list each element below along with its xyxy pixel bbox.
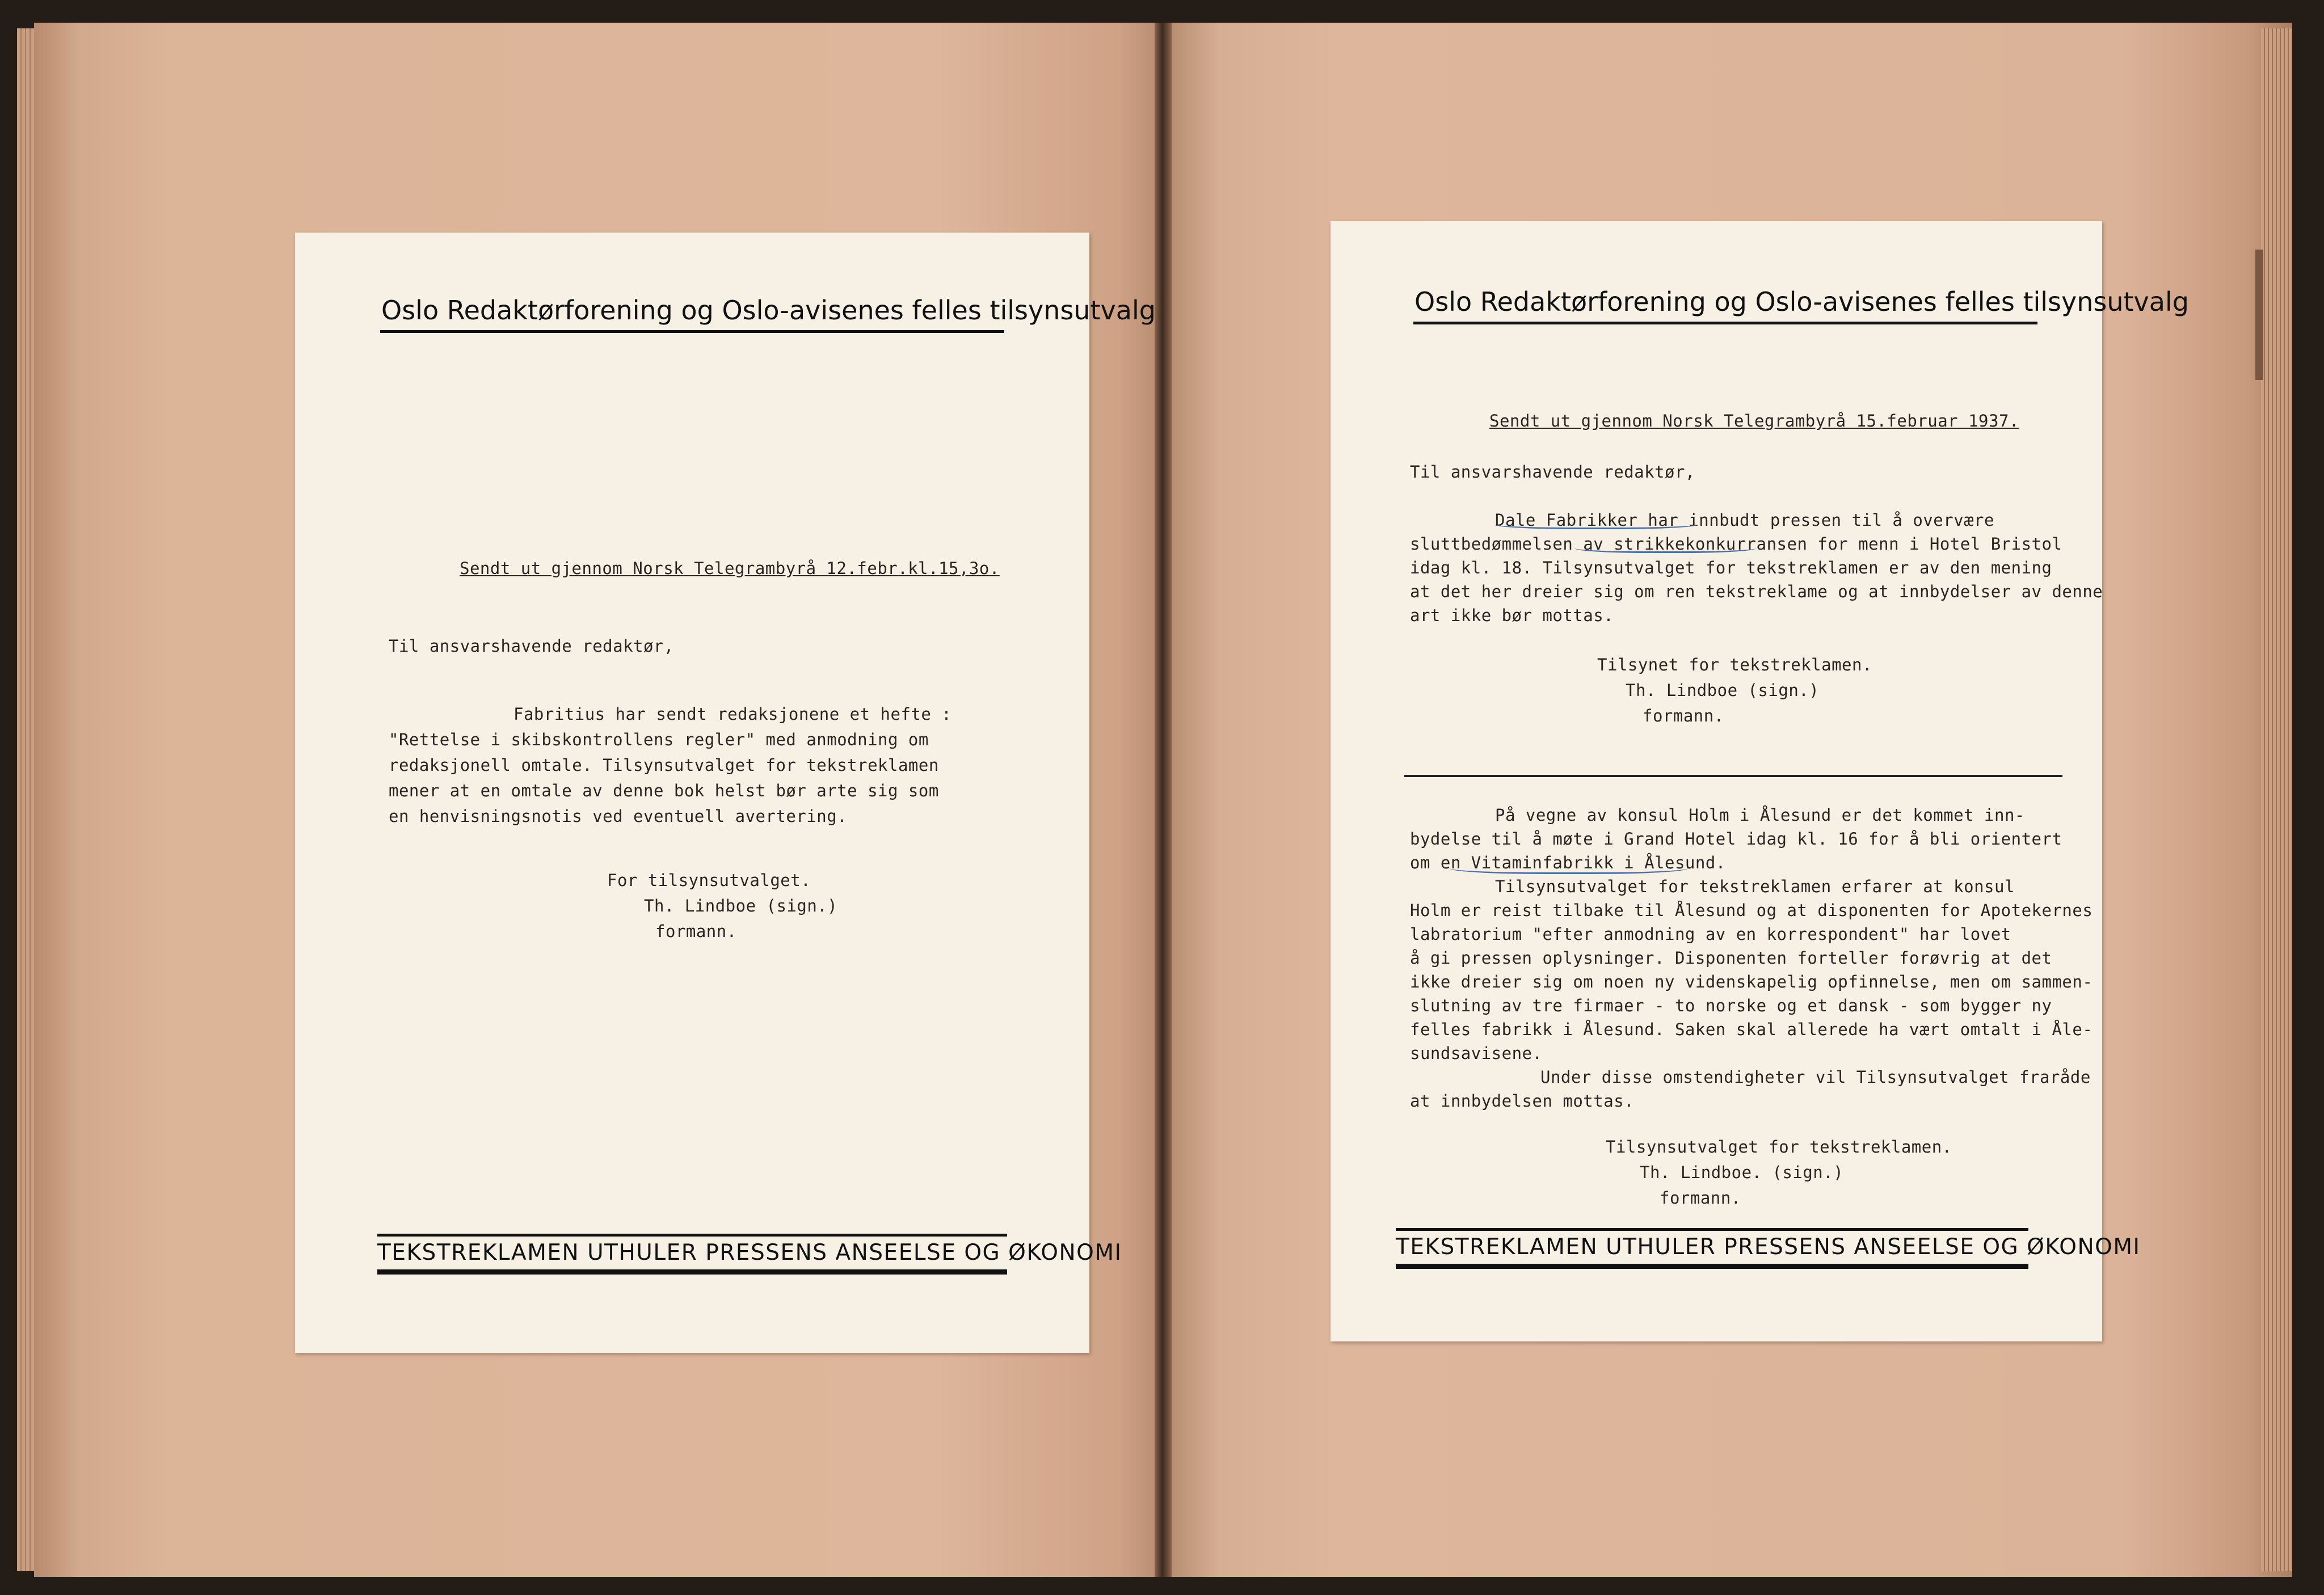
body-line: Tilsynsutvalget for tekstreklamen erfarer at konsul xyxy=(1495,877,2015,896)
body-line: felles fabrikk i Ålesund. Saken skal allerede ha vært omtalt i Åle- xyxy=(1410,1020,2093,1039)
body-line: "Rettelse i skibskontrollens regler" med anmodning om xyxy=(389,730,929,749)
body-line: Holm er reist tilbake til Ålesund og at disponenten for Apotekernes xyxy=(1410,901,2093,920)
body-line: På vegne av konsul Holm i Ålesund er det kommet inn- xyxy=(1495,805,2025,825)
body-line: Under disse omstendigheter vil Tilsynsutvalget fraråde xyxy=(1540,1067,2091,1087)
dispatch-line: Sendt ut gjennom Norsk Telegrambyrå 12.febr.kl.15,3o. xyxy=(460,559,1000,578)
body-line: labratorium "efter anmodning av en korrespondent" har lovet xyxy=(1410,925,2011,944)
signature-line: For tilsynsutvalget. xyxy=(607,871,811,890)
dispatch-line: Sendt ut gjennom Norsk Telegrambyrå 15.februar 1937. xyxy=(1489,411,2019,431)
slogan-banner xyxy=(377,1234,1122,1275)
body-line: Dale Fabrikker har innbudt pressen til å overvære xyxy=(1495,510,1995,530)
right-letter-sheet xyxy=(1331,221,2189,1341)
body-line: Fabritius har sendt redaksjonene et hefte : xyxy=(513,704,952,724)
pen-underline xyxy=(1450,860,1688,874)
salutation: Til ansvarshavende redaktør, xyxy=(389,636,674,656)
page-tab-mark xyxy=(2255,250,2263,380)
signature-name: Th. Lindboe. (sign.) xyxy=(1640,1163,1844,1182)
body-line: at det her dreier sig om ren tekstreklame og at innbydelser av denne xyxy=(1410,582,2103,601)
slogan-text: TEKSTREKLAMEN UTHULER PRESSENS ANSEELSE OG ØKONOMI xyxy=(1396,1234,2141,1260)
book-gutter xyxy=(1155,23,1172,1577)
body-line: bydelse til å møte i Grand Hotel idag kl. 16 for å bli orientert xyxy=(1410,829,2062,849)
signature-title: formann. xyxy=(655,922,737,941)
body-line: sluttbedømmelsen av strikkekonkurransen for menn i Hotel Bristol xyxy=(1410,534,2062,554)
letter-header: Oslo Redaktørforening og Oslo-avisenes felles tilsynsutvalg xyxy=(381,295,1156,326)
left-letter-sheet xyxy=(295,233,1156,1353)
signature-title: formann. xyxy=(1660,1188,1741,1208)
pen-underline xyxy=(1574,541,1756,553)
header-rule xyxy=(380,330,1004,333)
body-line: om en Vitaminfabrikk i Ålesund. xyxy=(1410,853,1726,872)
body-line: art ikke bør mottas. xyxy=(1410,606,1614,625)
signature-title: formann. xyxy=(1643,706,1724,725)
body-line: å gi pressen oplysninger. Disponenten forteller forøvrig at det xyxy=(1410,948,2052,968)
body-line: mener at en omtale av denne bok helst bør arte sig som xyxy=(389,781,939,800)
slogan-banner xyxy=(1396,1228,2141,1269)
salutation: Til ansvarshavende redaktør, xyxy=(1410,462,1695,482)
body-line: en henvisningsnotis ved eventuell avertering. xyxy=(389,807,848,826)
body-line: at innbydelsen mottas. xyxy=(1410,1091,1635,1111)
signature-name: Th. Lindboe (sign.) xyxy=(1626,681,1820,700)
body-line: redaksjonell omtale. Tilsynsutvalget for tekstreklamen xyxy=(389,756,939,775)
body-line: slutning av tre firmaer - to norske og et dansk - som bygger ny xyxy=(1410,996,2052,1015)
signature-line: Tilsynet for tekstreklamen. xyxy=(1597,655,1872,674)
body-line: sundsavisene. xyxy=(1410,1044,1543,1063)
slogan-text: TEKSTREKLAMEN UTHULER PRESSENS ANSEELSE OG ØKONOMI xyxy=(377,1240,1122,1265)
section-divider xyxy=(1404,775,2062,777)
pen-underline xyxy=(1494,517,1698,529)
signature-name: Th. Lindboe (sign.) xyxy=(644,896,838,915)
right-page-edges xyxy=(2261,28,2292,1571)
signature-line: Tilsynsutvalget for tekstreklamen. xyxy=(1606,1137,1952,1157)
letter-header: Oslo Redaktørforening og Oslo-avisenes felles tilsynsutvalg xyxy=(1414,286,2189,317)
body-line: ikke dreier sig om noen ny videnskapelig opfinnelse, men om sammen- xyxy=(1410,972,2093,991)
header-rule xyxy=(1413,322,2037,324)
body-line: idag kl. 18. Tilsynsutvalget for tekstreklamen er av den mening xyxy=(1410,558,2052,577)
